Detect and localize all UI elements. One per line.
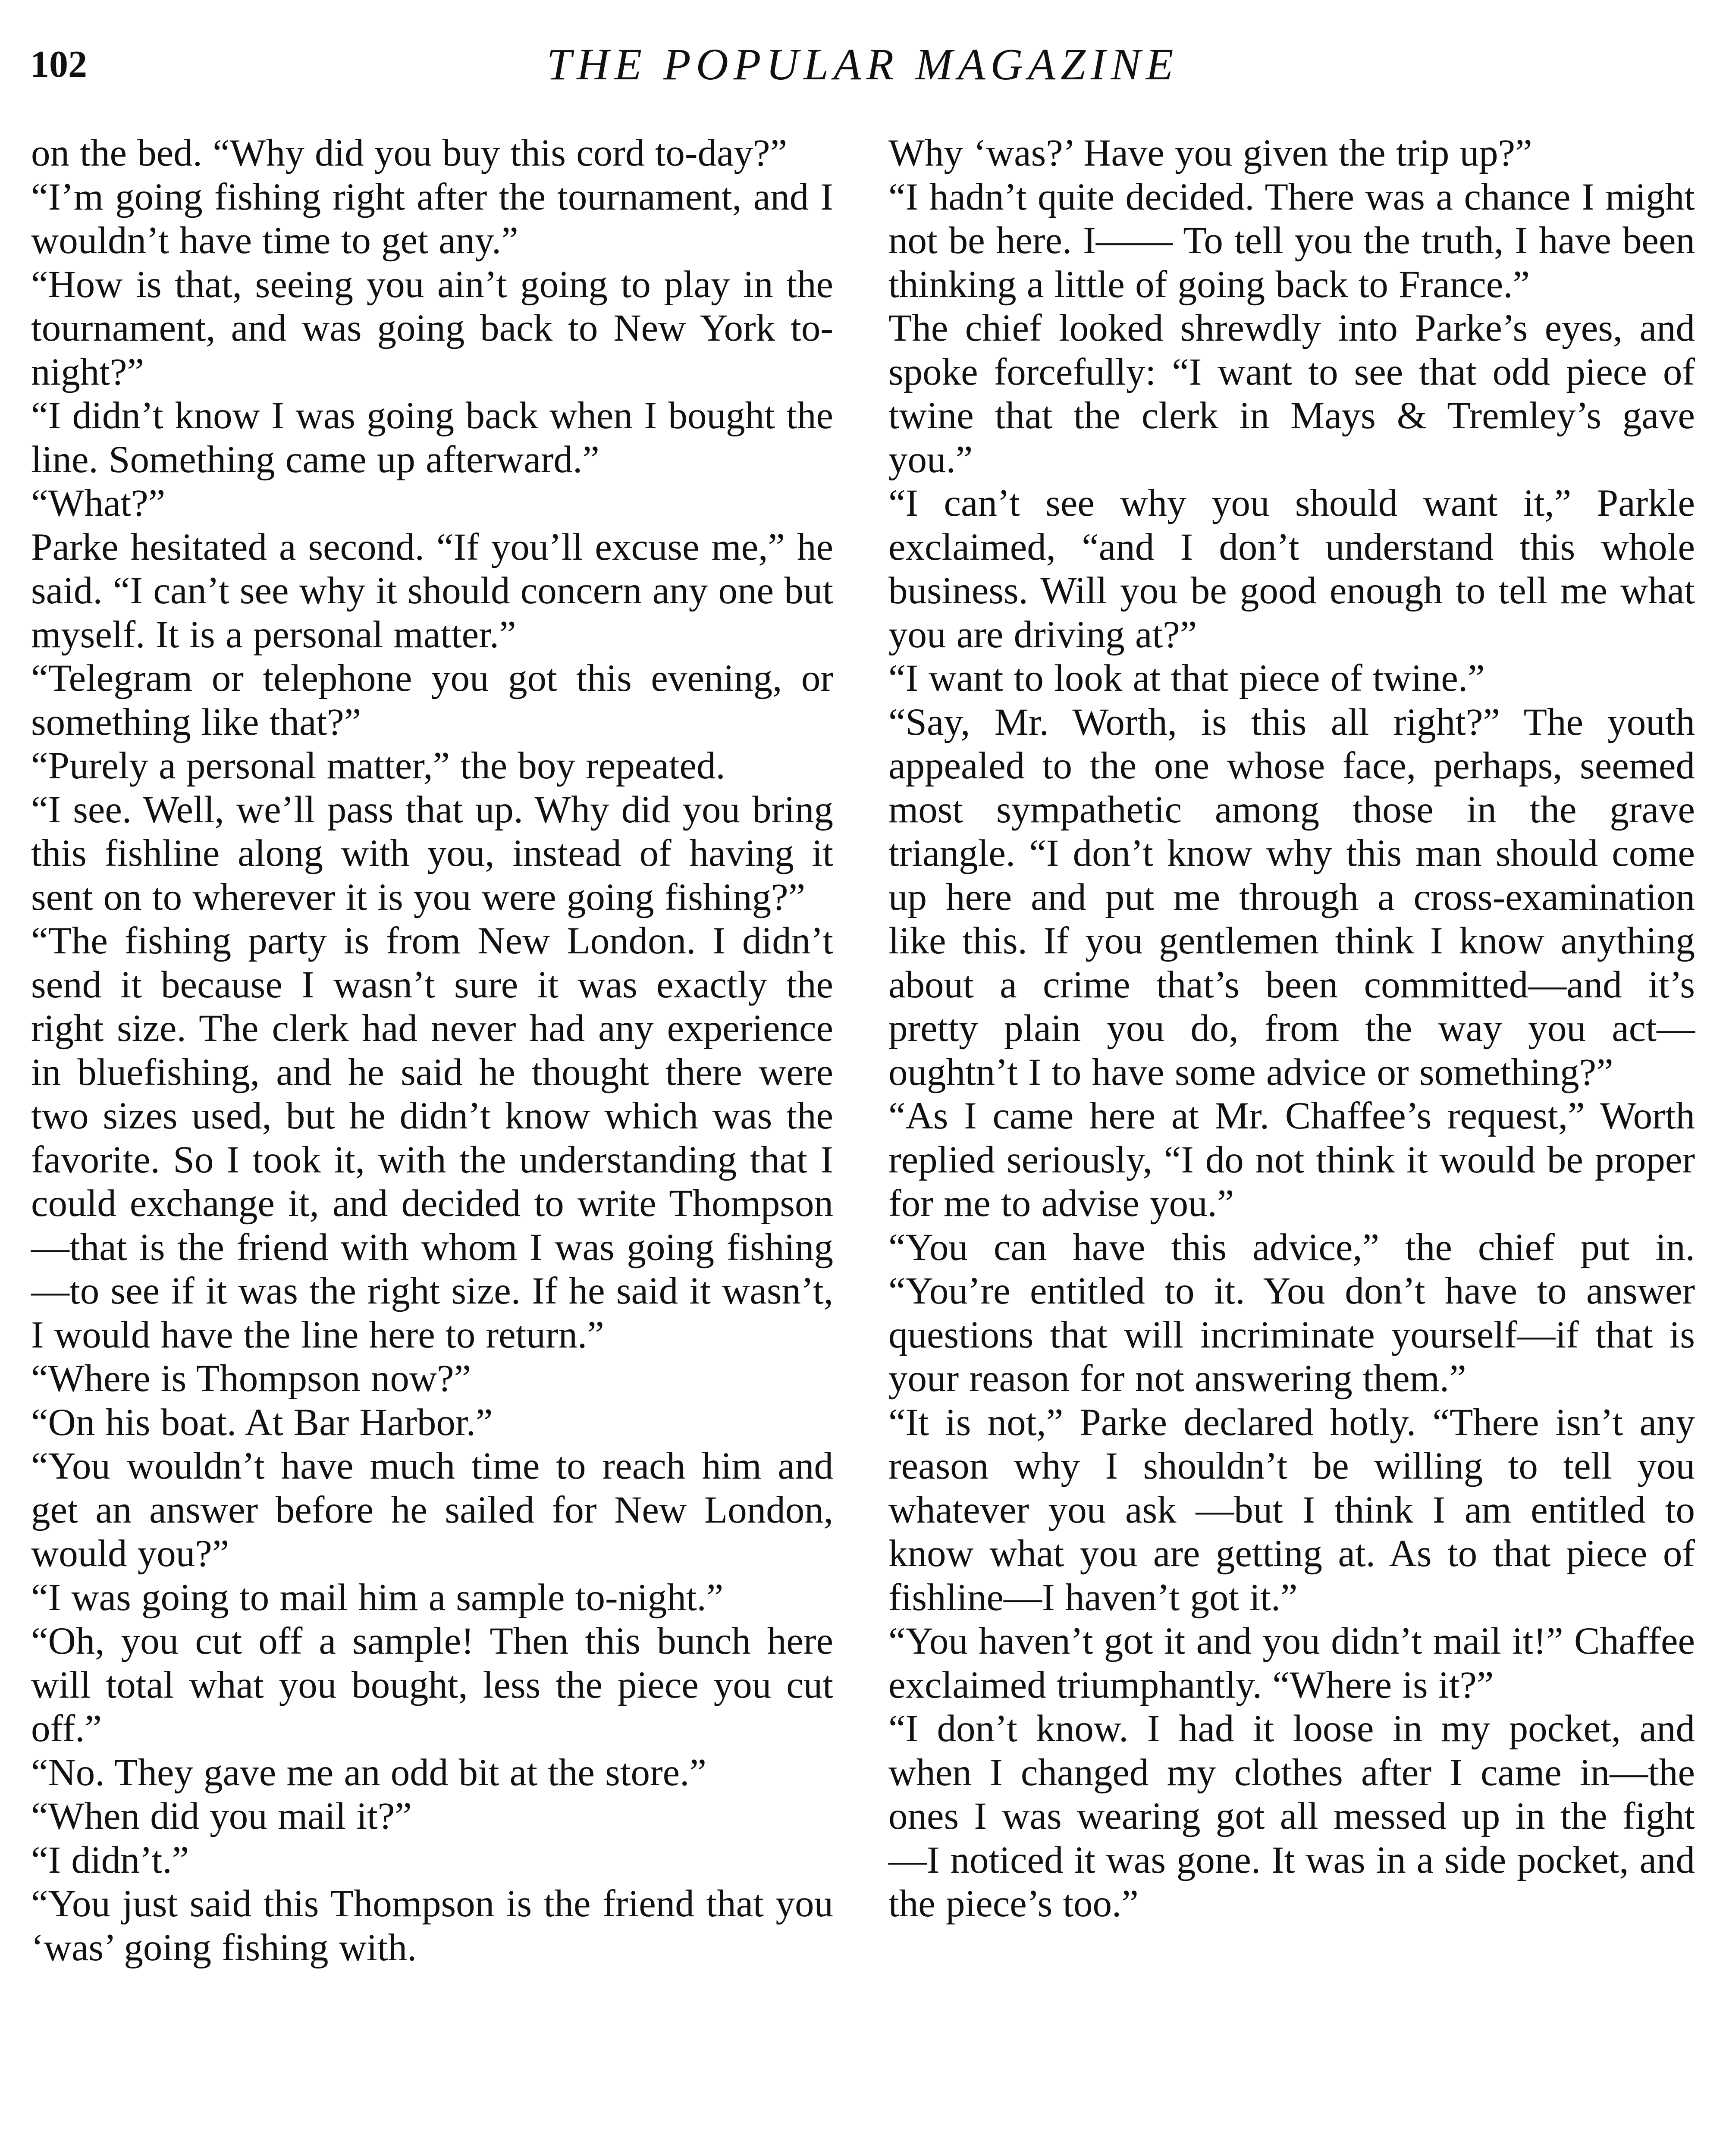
paragraph: “I can’t see why you should want it,” Parkle exclaimed, “and I don’t understand this whole business. Will you be good enough to tell me what you are driving at?”: [888, 482, 1695, 656]
paragraph: “No. They gave me an odd bit at the store.”: [31, 1751, 706, 1794]
paragraph: “The fishing party is from New London. I didn’t send it because I wasn’t sure it was exactly the right size. The clerk had never had any experience in bluefishing, and he said he thought there were two sizes used, but he didn’t know which was the favorite. So I took it, with the understanding that I could exchange it, and decided to write Thompson—that is the friend with whom I was going fishing—to see if it was the right size. If he said it wasn’t, I would have the line here to return.”: [31, 920, 833, 1356]
paragraph: “How is that, seeing you ain’t going to play in the tournament, and was going back to New York to-night?”: [31, 263, 833, 393]
paragraph: “On his boat. At Bar Harbor.”: [31, 1401, 493, 1444]
paragraph: “When did you mail it?”: [31, 1795, 412, 1837]
paragraph: “I didn’t.”: [31, 1839, 189, 1881]
paragraph: “Purely a personal matter,” the boy repeated.: [31, 745, 725, 787]
paragraph: “I want to look at that piece of twine.”: [888, 657, 1485, 699]
paragraph: “It is not,” Parke declared hotly. “There isn’t any reason why I shouldn’t be willing to tell you whatever you ask —but I think I am entitled to know what you are getting at. As to that piece of fishline—I haven’t got it.”: [888, 1401, 1695, 1619]
page-header: [30, 34, 1695, 99]
paragraph: “What?”: [31, 482, 166, 524]
right-column: [888, 132, 1695, 1926]
paragraph: The chief looked shrewdly into Parke’s eyes, and spoke forcefully: “I want to see that odd piece of twine that the clerk in Mays & Tremley’s gave you.”: [888, 307, 1695, 481]
paragraph: “I’m going fishing right after the tournament, and I wouldn’t have time to get any.”: [31, 175, 833, 262]
paragraph: “I don’t know. I had it loose in my pocket, and when I changed my clothes after I came in—the ones I was wearing got all messed up in the fight —I noticed it was gone. It was in a side pocket, and the piece’s too.”: [888, 1708, 1695, 1925]
paragraph: “I see. Well, we’ll pass that up. Why did you bring this fishline along with you, instead of having it sent on to wherever it is you were going fishing?”: [31, 788, 833, 918]
paragraph: “I hadn’t quite decided. There was a chance I might not be here. I—— To tell you the truth, I have been thinking a little of going back to France.”: [888, 175, 1695, 306]
magazine-title: THE POPULAR MAGAZINE: [546, 40, 1179, 89]
paragraph: Parke hesitated a second. “If you’ll excuse me,” he said. “I can’t see why it should concern any one but myself. It is a personal matter.”: [31, 526, 833, 656]
paragraph: “You can have this advice,” the chief put in. “You’re entitled to it. You don’t have to answer questions that will incriminate yourself—if that is your reason for not answering them.”: [888, 1226, 1695, 1400]
paragraph: “Oh, you cut off a sample! Then this bunch here will total what you bought, less the piece you cut off.”: [31, 1620, 833, 1750]
paragraph: “You haven’t got it and you didn’t mail it!” Chaffee exclaimed triumphantly. “Where is it?”: [888, 1620, 1695, 1706]
paragraph: “You just said this Thompson is the friend that you ‘was’ going fishing with.: [31, 1883, 833, 1969]
paragraph: “I was going to mail him a sample to-night.”: [31, 1576, 724, 1619]
paragraph: “Where is Thompson now?”: [31, 1357, 471, 1400]
paragraph: “I didn’t know I was going back when I bought the line. Something came up afterward.”: [31, 395, 833, 481]
paragraph: “Telegram or telephone you got this evening, or something like that?”: [31, 657, 833, 743]
paragraph: “Say, Mr. Worth, is this all right?” The youth appealed to the one whose face, perhaps, seemed most sympathetic among those in the grave triangle. “I don’t know why this man should come up here and put me through a cross-examination like this. If you gentlemen think I know anything about a crime that’s been committed—and it’s pretty plain you do, from the way you act—oughtn’t I to have some advice or something?”: [888, 701, 1695, 1094]
left-column: [31, 132, 833, 1970]
paragraph: “As I came here at Mr. Chaffee’s request,” Worth replied seriously, “I do not think it would be proper for me to advise you.”: [888, 1095, 1695, 1225]
paragraph: “You wouldn’t have much time to reach him and get an answer before he sailed for New London, would you?”: [31, 1445, 833, 1575]
paragraph: Why ‘was?’ Have you given the trip up?”: [888, 132, 1532, 174]
paragraph: on the bed. “Why did you buy this cord to-day?”: [31, 132, 788, 174]
page-number: 102: [30, 44, 87, 85]
